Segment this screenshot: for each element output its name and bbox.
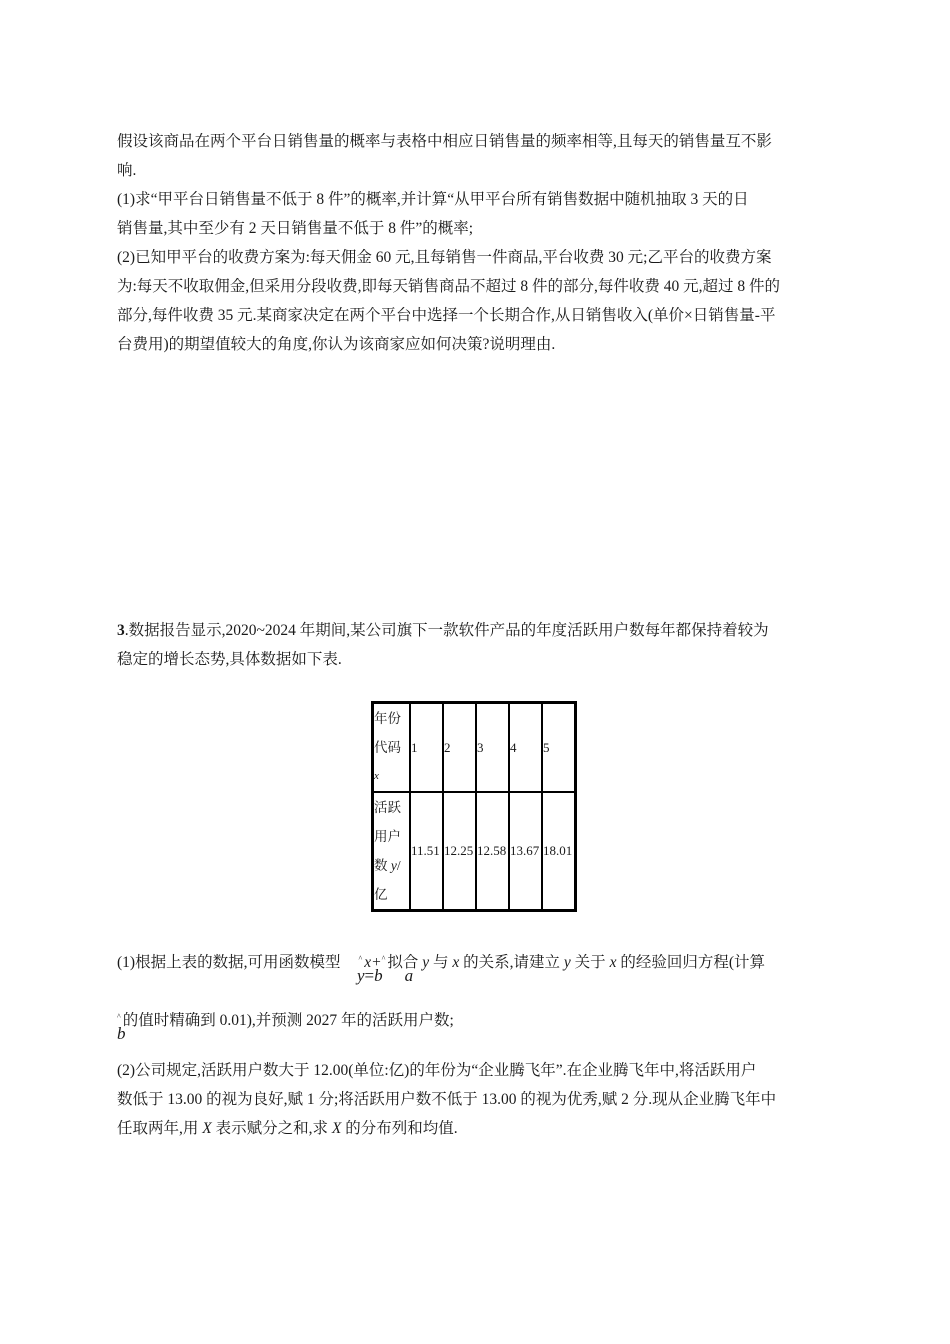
text-line: 假设该商品在两个平台日销售量的概率与表格中相应日销售量的频率相等,且每天的销售量互不影 — [117, 133, 772, 150]
table-cell: 12.25 — [443, 792, 476, 911]
q3-intro — [117, 616, 829, 674]
intro-paragraph — [117, 127, 829, 185]
text-line: 台费用)的期望值较大的角度,你认为该商家应如何决策?说明理由. — [117, 336, 556, 353]
q2-part2 — [117, 243, 829, 359]
table-cell: 5 — [542, 703, 576, 793]
table-cell: 2 — [443, 703, 476, 793]
table-header-cell: 活跃 用户 数 y/ 亿 — [373, 792, 411, 911]
q3-part1-line1: (1)根据上表的数据,可用函数模型 ^ x+^ 拟合 y 与 x 的关系,请建立 y 关于 x 的经验回归方程(计算 — [117, 954, 765, 972]
q3-part2 — [117, 1056, 829, 1143]
table-row-x — [373, 703, 576, 793]
table-cell: 18.01 — [542, 792, 576, 911]
table-header-cell: 年份 代码 x — [373, 703, 411, 793]
text-line: 响. — [117, 162, 137, 179]
text-line: (2)已知甲平台的收费方案为:每天佣金 60 元,且每销售一件商品,平台收费 30 元;乙平台的收费方案 — [117, 249, 772, 266]
table-cell: 4 — [509, 703, 542, 793]
b-hat-symbol: b — [117, 1024, 126, 1043]
text-line: 稳定的增长态势,具体数据如下表. — [117, 651, 342, 668]
text-line: 部分,每件收费 35 元.某商家决定在两个平台中选择一个长期合作,从日销售收入(单价×日销售量-平 — [117, 307, 776, 324]
q3-intro-text: .数据报告显示,2020~2024 年期间,某公司旗下一款软件产品的年度活跃用户数每年都保持着较为 — [124, 622, 769, 639]
text-line: 任取两年,用 X 表示赋分之和,求 X 的分布列和均值. — [117, 1120, 458, 1137]
data-table — [371, 701, 577, 912]
q3-part1-line2: ^ 的值时精确到 0.01),并预测 2027 年的活跃用户数; — [117, 1012, 454, 1030]
text-line — [117, 616, 829, 645]
table-cell: 13.67 — [509, 792, 542, 911]
table-cell: 11.51 — [410, 792, 443, 911]
q2-part1 — [117, 185, 829, 243]
regression-formula: y=b a — [357, 966, 414, 985]
text-line: (2)公司规定,活跃用户数大于 12.00(单位:亿)的年份为“企业腾飞年”.在企业腾飞年中,将活跃用户 — [117, 1062, 757, 1079]
table-row-y — [373, 792, 576, 911]
text-line: (1)求“甲平台日销售量不低于 8 件”的概率,并计算“从甲平台所有销售数据中随机抽取 3 天的日 — [117, 191, 749, 208]
table-cell: 12.58 — [476, 792, 509, 911]
table-cell: 3 — [476, 703, 509, 793]
table-cell: 1 — [410, 703, 443, 793]
question-number: 3 — [117, 622, 125, 639]
text-line: 销售量,其中至少有 2 天日销售量不低于 8 件”的概率; — [117, 220, 474, 237]
text-line: 数低于 13.00 的视为良好,赋 1 分;将活跃用户数不低于 13.00 的视为优秀,赋 2 分.现从企业腾飞年中 — [117, 1091, 777, 1108]
text-line: 为:每天不收取佣金,但采用分段收费,即每天销售商品不超过 8 件的部分,每件收费 40 元,超过 8 件的 — [117, 278, 781, 295]
